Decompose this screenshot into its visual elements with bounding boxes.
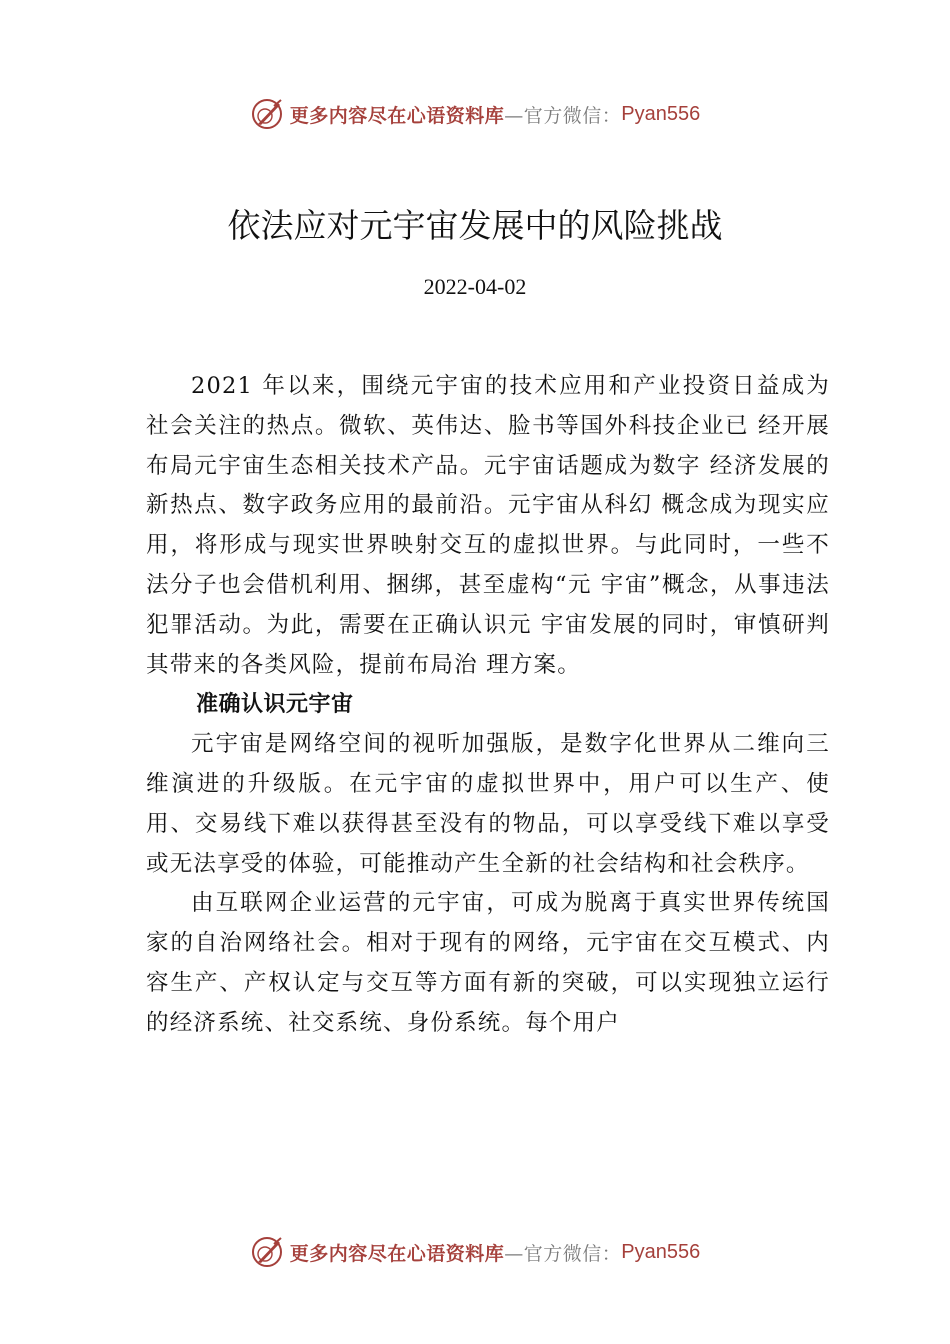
quill-logo-icon (250, 1235, 284, 1269)
banner-official-label: —官方微信： (504, 104, 622, 127)
publish-date: 2022-04-02 (423, 274, 527, 299)
banner-wechat-id: Pyan556 (621, 1240, 701, 1263)
article-body (146, 367, 830, 1044)
section-heading: 准确认识元宇宙 (196, 692, 354, 718)
body-paragraph: 元宇宙是网络空间的视听加强版，是数字化世界从二维向三维演进的升级版。在元宇宙的虚拟世界中，用户可以生产、使用、交易线下难以获得甚至没有的物品，可以享受线下难以享受或无法享受的体验，可能推动产生全新的社会结构和社会秩序。 (146, 731, 830, 877)
quill-logo-icon (250, 97, 284, 131)
page-title: 依法应对元宇宙发展中的风险挑战 (227, 206, 723, 245)
footer-banner (0, 1232, 950, 1272)
body-paragraph: 2021 年以来，围绕元宇宙的技术应用和产业投资日益成为社会关注的热点。微软、英伟达、脸书等国外科技企业已 经开展布局元宇宙生态相关技术产品。元宇宙话题成为数字 经济发展的新热点、数字政务应用的最前沿。元宇宙从科幻 概念成为现实应用，将形成与现实世界映射交互的虚拟世界。与此同时，一些不法分子也会借机利用、捆绑，甚至虚构“元 宇宙”概念，从事违法犯罪活动。为此，需要在正确认识元 宇宙发展的同时，审慎研判其带来的各类风险，提前布局治 理方案。 (146, 373, 830, 678)
banner-lead-text: 更多内容尽在心语资料库 (289, 104, 505, 127)
body-paragraph: 由互联网企业运营的元宇宙，可成为脱离于真实世界传统国家的自治网络社会。相对于现有的网络，元宇宙在交互模式、内容生产、产权认定与交互等方面有新的突破，可以实现独立运行的经济系统、社交系统、身份系统。每个用户 (146, 890, 830, 1036)
header-banner (0, 94, 950, 134)
banner-lead-text: 更多内容尽在心语资料库 (289, 1242, 505, 1265)
banner-wechat-id: Pyan556 (621, 102, 701, 125)
banner-official-label: —官方微信： (504, 1242, 622, 1265)
